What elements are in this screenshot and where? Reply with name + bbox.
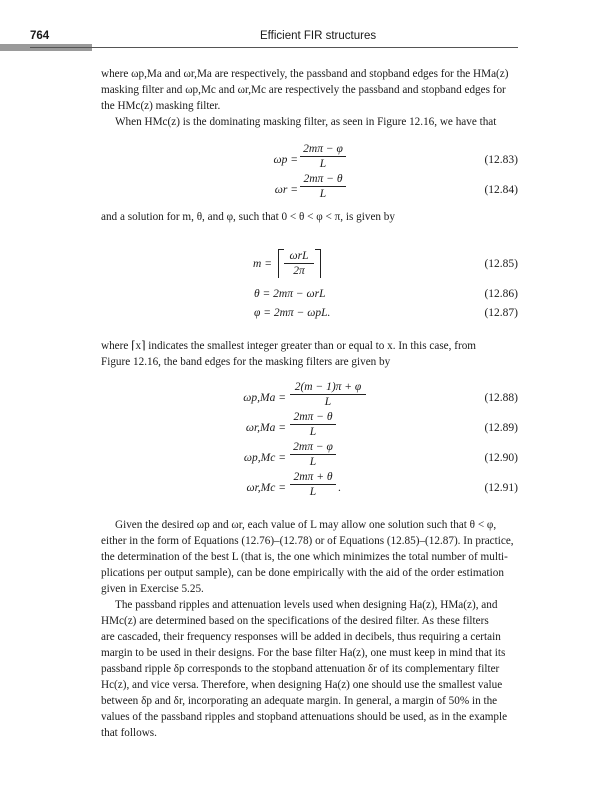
- equation-body: φ = 2mπ − ωpL.: [254, 307, 331, 319]
- text-line: the determination of the best L (that is, the one which minimizes the total number of multi-: [101, 551, 508, 563]
- equation-12-91: [0, 471, 608, 507]
- text-line: The passband ripples and attenuation levels used when designing Ha(z), HMa(z), and: [115, 599, 498, 611]
- text-line: Given the desired ωp and ωr, each value of L may allow one solution such that θ < φ,: [115, 519, 497, 531]
- text-line: the HMc(z) masking filter.: [101, 100, 221, 112]
- text-line: margin to be used in their designs. For the base filter Ha(z), one must keep in mind that its: [101, 647, 506, 659]
- equation-12-84: [0, 173, 608, 209]
- equation-number: (12.87): [484, 307, 518, 319]
- fraction: [290, 411, 336, 438]
- text-line: either in the form of Equations (12.76)–(12.78) or of Equations (12.85)–(12.87). In practice,: [101, 535, 514, 547]
- denominator: L: [324, 396, 332, 408]
- text-line: between δp and δr, incorporating an adequate margin. In general, a margin of 50% in the: [101, 695, 498, 707]
- text-line: where ⌈x⌉ indicates the smallest integer greater than or equal to x. In this case, from: [101, 340, 476, 352]
- fraction: [284, 250, 314, 277]
- equation-number: (12.83): [484, 154, 518, 166]
- text-line: given in Exercise 5.25.: [101, 583, 204, 595]
- fraction: [290, 471, 336, 498]
- denominator: L: [309, 426, 317, 438]
- text-line: are cascaded, their frequency responses will be added in decibels, thus requiring a certain: [101, 631, 501, 643]
- equation-number: (12.90): [484, 452, 518, 464]
- text-line: plications per output sample), can be done empirically with the aid of the order estimation: [101, 567, 504, 579]
- numerator: 2mπ − φ: [290, 441, 336, 455]
- denominator: L: [319, 188, 327, 200]
- equation-lhs: m =: [253, 258, 272, 270]
- numerator: ωrL: [284, 250, 314, 264]
- text-line: masking filter and ωp,Mc and ωr,Mc are respectively the passband and stopband edges for: [101, 84, 506, 96]
- equation-number: (12.88): [484, 392, 518, 404]
- text-line: that follows.: [101, 727, 157, 739]
- equation-12-85: [0, 248, 608, 282]
- equation-body: θ = 2mπ − ωrL: [254, 288, 326, 300]
- paragraph-5: [101, 517, 517, 741]
- text-line: values of the passband ripples and stopband attenuations should be used, as in the example: [101, 711, 508, 723]
- paragraph-3: [101, 209, 517, 225]
- paragraph-1: [101, 66, 517, 130]
- equation-number: (12.84): [484, 184, 518, 196]
- equation-number: (12.85): [484, 258, 518, 270]
- running-title: Efficient FIR structures: [260, 30, 377, 42]
- text-line: Hc(z), and vice versa. Therefore, when designing Ha(z) one should use the smallest value: [101, 679, 503, 691]
- equation-lhs: ωp =: [273, 154, 298, 166]
- numerator: 2mπ − θ: [300, 173, 346, 187]
- page-number: 764: [30, 30, 50, 42]
- denominator: 2π: [293, 265, 305, 277]
- equation-12-87: [0, 307, 608, 325]
- ceil-bracket-right: [315, 249, 321, 278]
- paragraph-4: [101, 338, 517, 370]
- equation-lhs: ωr,Mc =: [246, 482, 286, 494]
- denominator: L: [319, 158, 327, 170]
- numerator: 2mπ − φ: [300, 143, 346, 157]
- text-line: Figure 12.16, the band edges for the masking filters are given by: [101, 356, 391, 368]
- numerator: 2mπ − θ: [290, 411, 336, 425]
- equation-number: (12.86): [484, 288, 518, 300]
- equation-number: (12.89): [484, 422, 518, 434]
- numerator: 2mπ + θ: [290, 471, 336, 485]
- equation-12-86: [0, 288, 608, 306]
- text-line: and a solution for m, θ, and φ, such that 0 < θ < φ < π, is given by: [101, 211, 395, 223]
- page-header: [30, 30, 518, 48]
- equation-lhs: ωr,Ma =: [245, 422, 286, 434]
- equation-lhs: ωp,Ma =: [243, 392, 286, 404]
- equation-period: .: [338, 482, 341, 494]
- denominator: L: [309, 456, 317, 468]
- text-line: where ωp,Ma and ωr,Ma are respectively, the passband and stopband edges for the HMa(z): [101, 68, 509, 80]
- equation-lhs: ωp,Mc =: [243, 452, 286, 464]
- header-rule: [30, 47, 518, 48]
- text-line: HMc(z) are determined based on the specifications of the desired filter. As these filters: [101, 615, 489, 627]
- fraction: [290, 441, 336, 468]
- text-line: When HMc(z) is the dominating masking filter, as seen in Figure 12.16, we have that: [115, 116, 497, 128]
- equation-lhs: ωr =: [274, 184, 298, 196]
- equation-number: (12.91): [484, 482, 518, 494]
- fraction: [290, 381, 366, 408]
- numerator: 2(m − 1)π + φ: [290, 381, 366, 395]
- text-line: passband ripple δp corresponds to the stopband attenuation δr of its complementary filter: [101, 663, 500, 675]
- denominator: L: [309, 486, 317, 498]
- fraction: [300, 143, 346, 170]
- fraction: [300, 173, 346, 200]
